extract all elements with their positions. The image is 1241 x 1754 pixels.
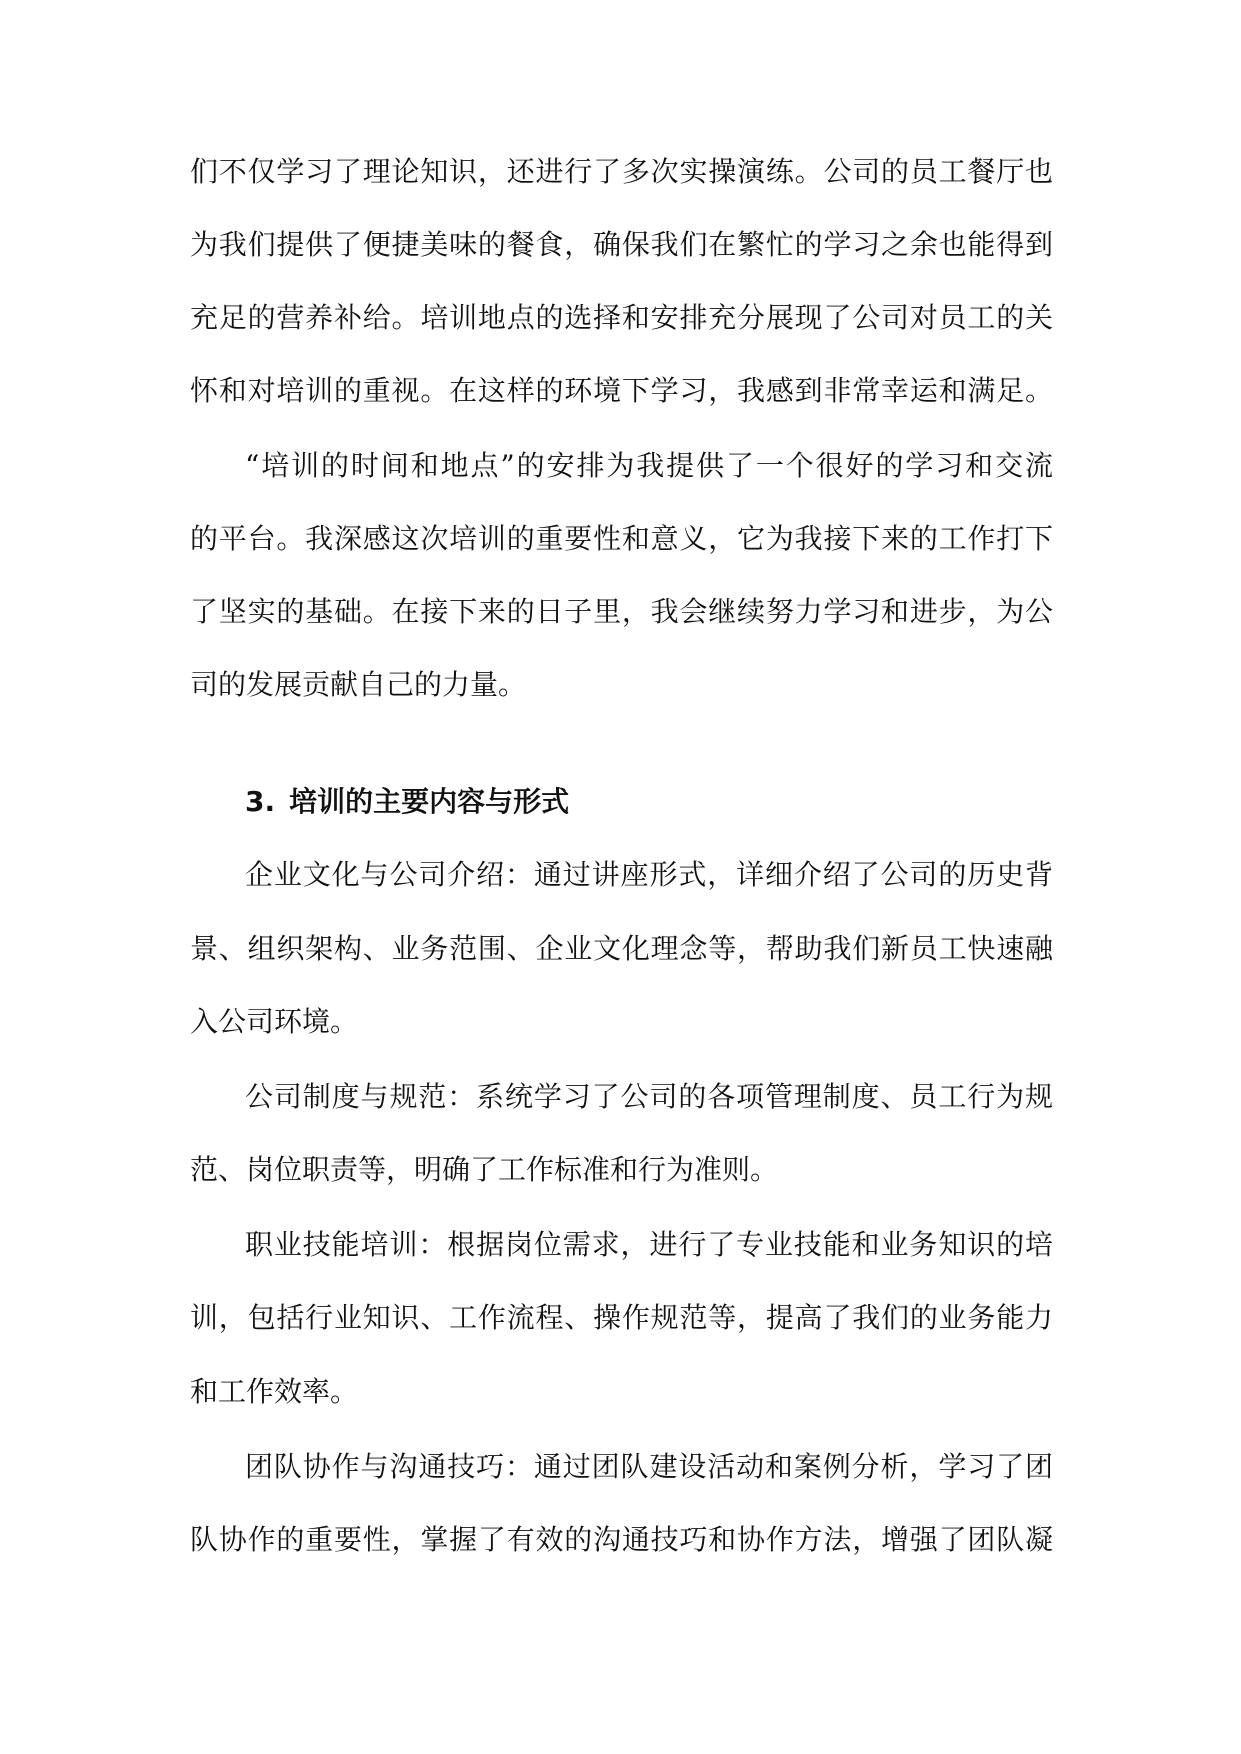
paragraph-line: 队协作的重要性，掌握了有效的沟通技巧和协作方法，增强了团队凝 (190, 1523, 1053, 1556)
paragraph-line: 职业技能培训：根据岗位需求，进行了专业技能和业务知识的培 (245, 1228, 1053, 1261)
paragraph-line: 团队协作与沟通技巧：通过团队建设活动和案例分析，学习了团 (245, 1450, 1053, 1483)
paragraph-line: 范、岗位职责等，明确了工作标准和行为准则。 (190, 1153, 779, 1186)
section-title: 培训的主要内容与形式 (289, 785, 570, 818)
paragraph-line: 的平台。我深感这次培训的重要性和意义，它为我接下来的工作打下 (190, 522, 1053, 555)
paragraph-line: “培训的时间和地点”的安排为我提供了一个很好的学习和交流 (245, 449, 1053, 482)
paragraph-line: 企业文化与公司介绍：通过讲座形式，详细介绍了公司的历史背 (245, 858, 1053, 891)
paragraph-line: 公司制度与规范：系统学习了公司的各项管理制度、员工行为规 (245, 1080, 1053, 1113)
paragraph-line: 怀和对培训的重视。在这样的环境下学习，我感到非常幸运和满足。 (190, 374, 1053, 407)
section-number: 3. (245, 785, 276, 818)
section-heading (245, 782, 569, 822)
paragraph-line: 们不仅学习了理论知识，还进行了多次实操演练。公司的员工餐厅也 (190, 155, 1053, 188)
paragraph-line: 充足的营养补给。培训地点的选择和安排充分展现了公司对员工的关 (190, 301, 1053, 334)
paragraph-line: 司的发展贡献自己的力量。 (190, 668, 527, 701)
paragraph-line: 了坚实的基础。在接下来的日子里，我会继续努力学习和进步，为公 (190, 595, 1053, 628)
paragraph-line: 入公司环境。 (190, 1005, 359, 1038)
paragraph-line: 训，包括行业知识、工作流程、操作规范等，提高了我们的业务能力 (190, 1301, 1053, 1334)
paragraph-line: 和工作效率。 (190, 1375, 359, 1408)
paragraph-line: 为我们提供了便捷美味的餐食，确保我们在繁忙的学习之余也能得到 (190, 228, 1053, 261)
paragraph-line: 景、组织架构、业务范围、企业文化理念等，帮助我们新员工快速融 (190, 932, 1053, 965)
